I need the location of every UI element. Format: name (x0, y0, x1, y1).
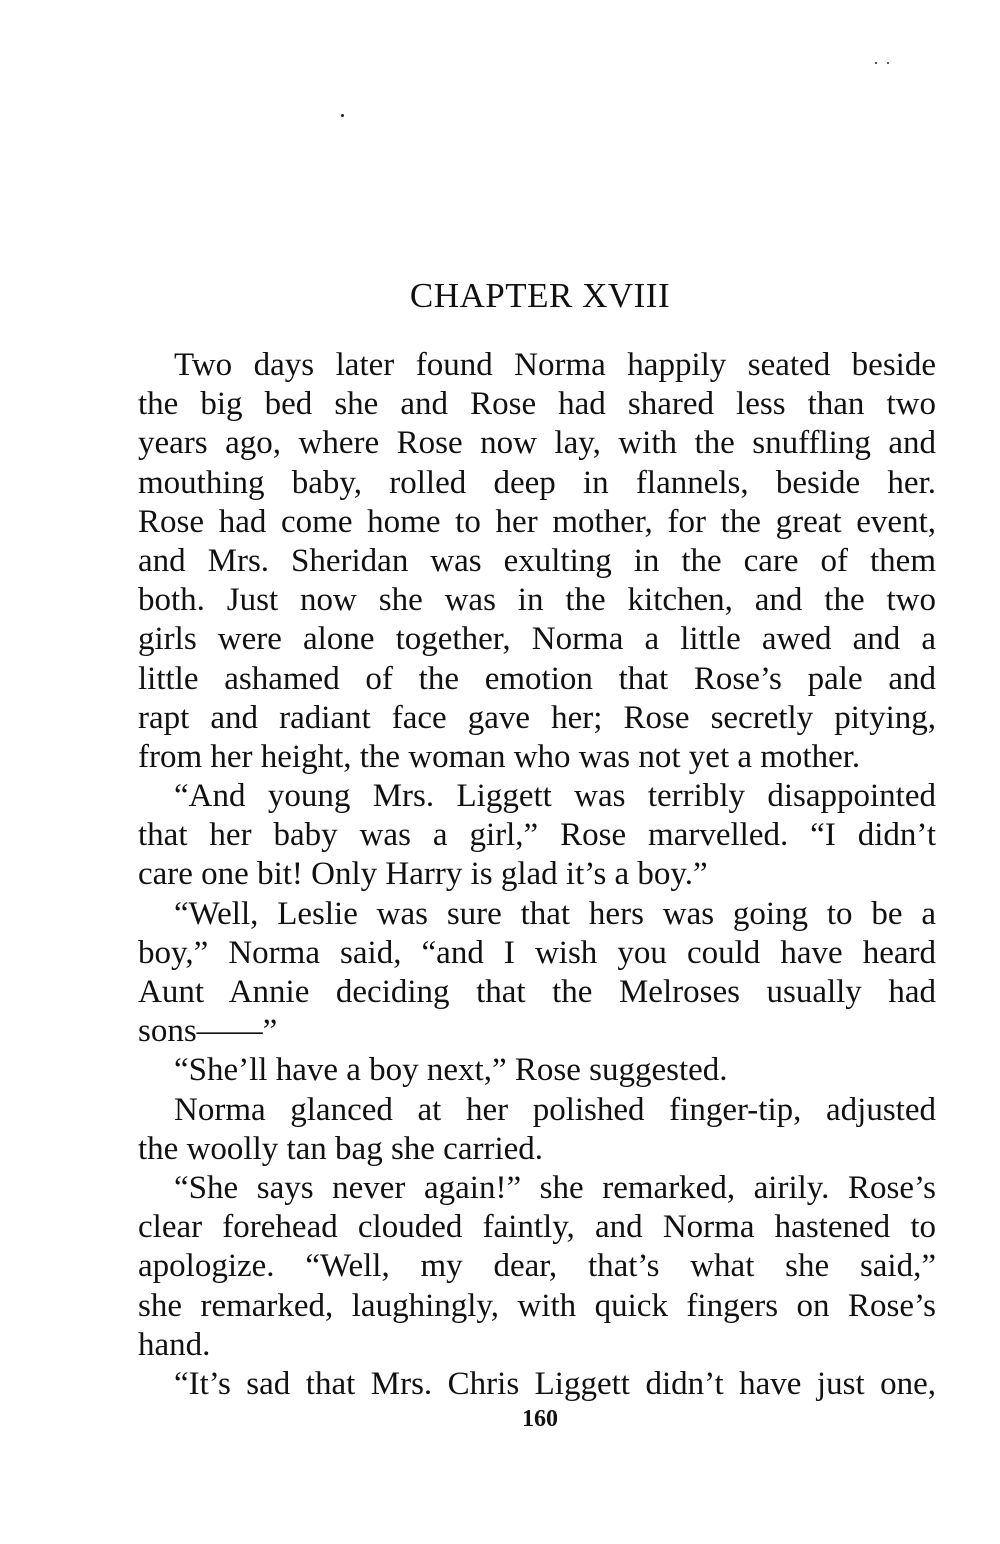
print-speck (875, 62, 877, 64)
text-line: and Mrs. Sheridan was exulting in the care of them (138, 542, 936, 579)
text-line: girls were alone together, Norma a little awed and a (138, 621, 936, 658)
chapter-body-text (138, 346, 936, 1404)
text-line: “And young Mrs. Liggett was terribly disappointed (174, 778, 936, 815)
text-line: mouthing baby, rolled deep in flannels, beside her. (138, 464, 936, 501)
text-line: boy,” Norma said, “and I wish you could have heard (138, 934, 936, 971)
text-line: that her baby was a girl,” Rose marvelled. “I didn’t (138, 817, 936, 854)
text-line: from her height, the woman who was not yet a mother. (138, 738, 861, 775)
text-line: both. Just now she was in the kitchen, and the two (138, 582, 936, 619)
chapter-heading: CHAPTER XVIII (409, 276, 671, 315)
text-line: “She’ll have a boy next,” Rose suggested. (174, 1052, 728, 1089)
page-number: 160 (522, 1406, 558, 1432)
text-line: the woolly tan bag she carried. (138, 1130, 544, 1167)
text-line: years ago, where Rose now lay, with the snuffling and (138, 425, 936, 462)
print-speck (341, 114, 344, 117)
text-line: “It’s sad that Mrs. Chris Liggett didn’t have just one, (174, 1365, 936, 1402)
text-line: hand. (138, 1326, 211, 1363)
print-speck (887, 62, 889, 64)
text-line: the big bed she and Rose had shared less than two (138, 386, 936, 423)
text-line: little ashamed of the emotion that Rose’s pale and (138, 660, 936, 697)
text-line: Aunt Annie deciding that the Melroses usually had (138, 974, 936, 1010)
text-line: sons——” (138, 1013, 278, 1050)
text-line: “Well, Leslie was sure that hers was going to be a (174, 895, 936, 932)
text-line: apologize. “Well, my dear, that’s what she said,” (138, 1248, 936, 1285)
text-line: Rose had come home to her mother, for the great event, (138, 503, 936, 540)
text-line: Norma glanced at her polished finger-tip, adjusted (174, 1091, 936, 1128)
text-line: Two days later found Norma happily seated beside (174, 347, 936, 383)
text-line: she remarked, laughingly, with quick fingers on Rose’s (138, 1287, 936, 1324)
text-line: clear forehead clouded faintly, and Norma hastened to (138, 1209, 936, 1246)
text-line: rapt and radiant face gave her; Rose secretly pitying, (138, 699, 936, 736)
text-line: “She says never again!” she remarked, airily. Rose’s (174, 1169, 936, 1206)
text-line: care one bit! Only Harry is glad it’s a boy.” (138, 856, 708, 893)
